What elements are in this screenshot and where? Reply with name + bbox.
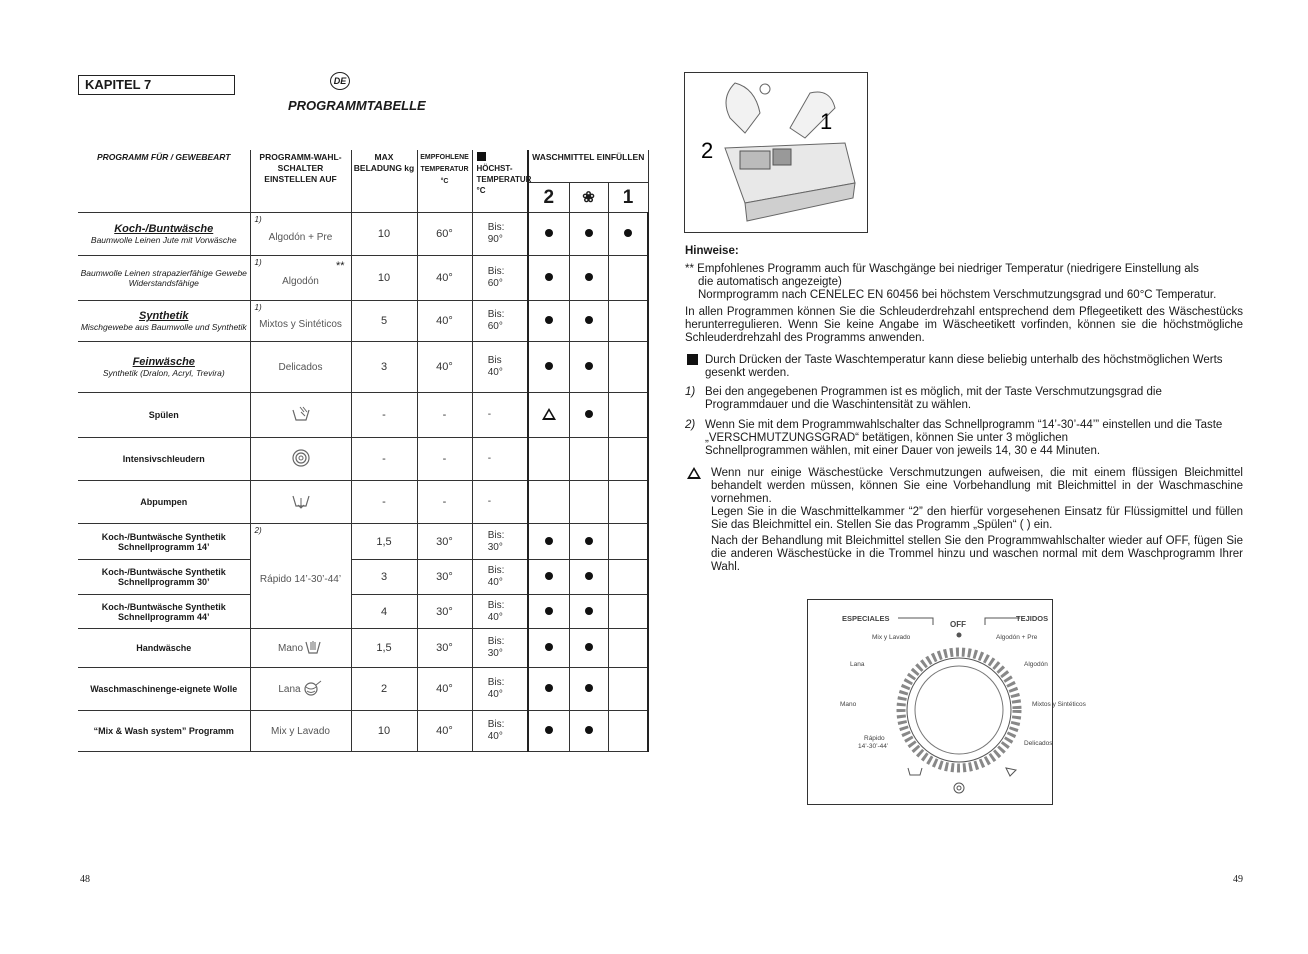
compartment-softener-cell xyxy=(569,342,608,393)
temp-cell: - xyxy=(417,393,472,438)
temp-cell: 40° xyxy=(417,256,472,301)
program-name: Feinwäsche xyxy=(132,356,195,368)
compartment-2: 2 xyxy=(528,183,569,213)
max-temp-cell: Bis: 40° xyxy=(472,560,528,595)
handwash-icon xyxy=(303,637,323,659)
program-cell xyxy=(78,668,250,711)
compartment-2-cell xyxy=(528,393,569,438)
footnote-mark: 1) xyxy=(254,215,262,224)
note-quick-program: 2) Wenn Sie mit dem Programmwahlschalter das Schnellprogramm “14’-30’-44’” einstellen und die Taste „VERSCHMUTZUNGSGRAD“ betätigen, können Sie unter 3 möglichen Schnellprogrammen wählen, mit einer Dauer von jeweils 14, 30 e 44 Minuten. xyxy=(685,419,1223,457)
load-cell: - xyxy=(351,481,417,524)
compartment-2-cell xyxy=(528,213,569,256)
table-row xyxy=(78,301,648,342)
table-row xyxy=(78,393,648,438)
compartment-2-cell xyxy=(528,256,569,301)
compartment-1-cell xyxy=(608,668,648,711)
compartment-softener-dot xyxy=(585,316,593,324)
compartment-2-dot xyxy=(545,537,553,545)
page-number-right: 49 xyxy=(1233,874,1243,885)
program-selector xyxy=(251,256,351,300)
load-cell: 4 xyxy=(351,595,417,629)
note-footnote-stars: ** Empfohlenes Programm auch für Waschgänge bei niedriger Temperatur (niedrigere Einstellung als die automatisch angezeigte) Normprogramm nach CENELEC EN 60456 bei höchstem Verschmutzungsgrad und 60°C Temperatur. xyxy=(685,263,1217,301)
dial-algodon-label: Algodón xyxy=(1024,661,1048,668)
selector-setting: Algodón xyxy=(282,275,319,287)
program-name: Koch-/Buntwäsche Synthetik Schnellprogramm 14’ xyxy=(101,531,226,552)
max-temp-cell: Bis: 30° xyxy=(472,524,528,560)
table-row xyxy=(78,213,648,256)
compartment-1-cell xyxy=(608,524,648,560)
compartment-softener-cell xyxy=(569,256,608,301)
compartment-2-dot xyxy=(545,726,553,734)
program-selector xyxy=(251,481,351,523)
compartment-1-cell xyxy=(608,342,648,393)
program-name: Koch-/Buntwäsche Synthetik Schnellprogramm 44’ xyxy=(101,601,226,622)
compartment-softener-dot xyxy=(585,410,593,418)
compartment-1-cell xyxy=(608,256,648,301)
program-name: Waschmaschinenge-eignete Wolle xyxy=(90,684,238,694)
header-selector: PROGRAMM-WAHL-SCHALTER EINSTELLEN AUF xyxy=(250,150,351,213)
dial-especiales-label: ESPECIALES xyxy=(842,614,890,623)
program-name: “Mix & Wash system” Programm xyxy=(93,726,234,736)
program-name: Handwäsche xyxy=(136,643,192,653)
spin-icon xyxy=(291,448,311,470)
table-row xyxy=(78,595,648,629)
temp-cell: 30° xyxy=(417,524,472,560)
notes-heading: Hinweise: xyxy=(685,245,739,257)
selector-setting: Mano xyxy=(277,642,303,654)
program-cell xyxy=(78,711,250,752)
compartment-2-dot xyxy=(545,572,553,580)
load-cell: - xyxy=(351,393,417,438)
compartment-1-cell xyxy=(608,393,648,438)
dial-lana-label: Lana xyxy=(850,661,865,668)
max-temp-cell: Bis: 40° xyxy=(472,668,528,711)
compartment-1-dot xyxy=(624,229,632,237)
temp-cell: - xyxy=(417,481,472,524)
load-cell: 1,5 xyxy=(351,629,417,668)
max-temp-cell: Bis: 40° xyxy=(472,711,528,752)
compartment-2-dot xyxy=(545,684,553,692)
program-dial-figure xyxy=(807,599,1086,805)
selector-setting: Mix y Lavado xyxy=(271,725,330,737)
temp-cell: 30° xyxy=(417,560,472,595)
program-fabric: Synthetik (Dralon, Acryl, Trevira) xyxy=(102,368,225,378)
compartment-1-cell xyxy=(608,301,648,342)
selector-setting: Rápido 14’-30’-44’ xyxy=(259,573,342,585)
compartment-softener-dot xyxy=(585,229,593,237)
compartment-2-cell xyxy=(528,668,569,711)
max-temp-cell: Bis: 40° xyxy=(472,595,528,629)
table-row xyxy=(78,481,648,524)
compartment-softener-dot xyxy=(585,607,593,615)
program-cell xyxy=(78,595,250,629)
temp-cell: 30° xyxy=(417,595,472,629)
page-title: PROGRAMMTABELLE xyxy=(288,98,426,113)
warning-triangle-icon xyxy=(687,467,701,479)
selector-setting: Algodón + Pre xyxy=(268,231,333,243)
program-cell xyxy=(78,256,250,301)
load-cell: 10 xyxy=(351,711,417,752)
compartment-softener-dot xyxy=(585,643,593,651)
wool-icon xyxy=(301,678,323,700)
selector-cell xyxy=(250,301,351,342)
compartment-softener-cell xyxy=(569,595,608,629)
compartment-softener-cell xyxy=(569,629,608,668)
program-selector xyxy=(251,393,351,437)
compartment-2-cell xyxy=(528,629,569,668)
recommended-mark: ** xyxy=(335,260,345,272)
compartment-2-cell xyxy=(528,711,569,752)
selector-cell xyxy=(250,213,351,256)
program-selector xyxy=(251,711,351,751)
dial-algodon-pre-label: Algodón + Pre xyxy=(996,634,1038,641)
program-selector xyxy=(251,524,351,628)
compartment-2-cell xyxy=(528,301,569,342)
figure-label-1: 1 xyxy=(820,109,833,134)
program-cell xyxy=(78,481,250,524)
program-cell xyxy=(78,560,250,595)
compartment-2-dot xyxy=(545,316,553,324)
program-name: Spülen xyxy=(148,410,179,420)
table-row xyxy=(78,256,648,301)
compartment-softener-dot xyxy=(585,572,593,580)
compartment-softener-cell xyxy=(569,301,608,342)
program-cell xyxy=(78,393,250,438)
max-temp-cell: - xyxy=(472,438,528,481)
load-cell: 10 xyxy=(351,256,417,301)
language-badge: DE xyxy=(330,72,350,90)
max-temp-cell: Bis: 60° xyxy=(472,301,528,342)
dial-tejidos-label: TEJIDOS xyxy=(1016,614,1049,623)
table-row xyxy=(78,524,648,560)
footnote-mark: 1) xyxy=(254,303,262,312)
temp-cell: - xyxy=(417,438,472,481)
selector-cell xyxy=(250,668,351,711)
temperature-square-icon xyxy=(477,152,486,161)
compartment-2-dot xyxy=(545,643,553,651)
program-selector xyxy=(251,213,351,255)
rinse-icon xyxy=(1006,768,1016,776)
note-spin-speed: In allen Programmen können Sie die Schleuderdrehzahl entsprechend dem Pflegeetikett des Wäschestücks herunterregulieren. Wenn Sie keine Angabe im Wäscheetikett vorfinden, können sie die höchstmögliche Schleuderdrehzahl des Programms anwenden. xyxy=(685,306,1243,344)
compartment-softener-cell xyxy=(569,213,608,256)
footnote-mark: 1) xyxy=(254,258,262,267)
program-name: Abpumpen xyxy=(140,497,188,507)
max-temp-cell: Bis: 30° xyxy=(472,629,528,668)
flower-icon: ❀ xyxy=(582,189,595,206)
compartment-1-cell xyxy=(608,213,648,256)
program-cell xyxy=(78,524,250,560)
compartment-softener-cell xyxy=(569,711,608,752)
table-row xyxy=(78,438,648,481)
load-cell: 5 xyxy=(351,301,417,342)
program-cell xyxy=(78,213,250,256)
program-selector xyxy=(251,301,351,341)
load-cell: - xyxy=(351,438,417,481)
header-program: PROGRAMM FÜR / GEWEBEART xyxy=(78,150,250,213)
selector-cell xyxy=(250,342,351,393)
load-cell: 1,5 xyxy=(351,524,417,560)
selector-cell xyxy=(250,711,351,752)
dial-mixtos-label: Mixtos y Sintéticos xyxy=(1032,701,1086,708)
note-bleach: Wenn nur einige Wäschestücke Verschmutzungen aufweisen, die mit einem flüssigen Bleichmittel behandelt werden müssen, können Sie eine Vorbehandlung mit Bleichmittel in der Waschmaschine vornehmen. Legen Sie in die Waschmittelkammer “2” den hierfür vorgesehenen Einsatz für Flüssigmittel und füllen Sie das Bleichmittel ein. Stellen Sie das Programm „Spülen“ ( ) ein. Nach der Behandlung mit Bleichmittel stellen Sie den Programmwahlschalter wieder auf OFF, fügen Sie die anderen Wäschestücke in die Trommel hinzu und waschen normal mit dem Waschprogramm Ihrer Wahl. xyxy=(685,467,1243,574)
header-detergent: WASCHMITTEL EINFÜLLEN xyxy=(528,150,648,183)
max-temp-cell: - xyxy=(472,393,528,438)
rinse-icon xyxy=(290,404,312,426)
chapter-label: KAPITEL 7 xyxy=(78,75,235,95)
figure-label-2: 2 xyxy=(701,138,714,163)
compartment-softener-cell xyxy=(569,524,608,560)
dial-delicados-label: Delicados xyxy=(1024,740,1053,747)
selector-cell xyxy=(250,393,351,438)
max-temp-cell: Bis 40° xyxy=(472,342,528,393)
compartment-1: 1 xyxy=(608,183,648,213)
program-name: Synthetik xyxy=(138,310,189,322)
program-fabric: Baumwolle Leinen Jute mit Vorwäsche xyxy=(90,235,237,245)
max-temp-cell: Bis: 90° xyxy=(472,213,528,256)
selector-setting: Delicados xyxy=(278,361,323,373)
header-max-temp: HÖCHST-TEMPERATUR °C xyxy=(472,150,528,213)
drain-icon xyxy=(908,768,922,775)
selector-setting: Mixtos y Sintéticos xyxy=(259,318,342,330)
program-dial xyxy=(808,600,1086,804)
compartment-1-cell xyxy=(608,595,648,629)
compartment-1-cell xyxy=(608,711,648,752)
compartment-2-cell xyxy=(528,438,569,481)
compartment-softener-cell xyxy=(569,668,608,711)
temperature-square-icon xyxy=(687,354,698,365)
max-temp-cell: Bis: 60° xyxy=(472,256,528,301)
max-temp-cell: - xyxy=(472,481,528,524)
compartment-2-dot xyxy=(545,273,553,281)
dial-rapido-label: Rápido xyxy=(864,735,885,742)
selector-cell xyxy=(250,256,351,301)
compartment-softener-dot xyxy=(585,537,593,545)
compartment-2-cell xyxy=(528,524,569,560)
load-cell: 10 xyxy=(351,213,417,256)
program-name: Koch-/Buntwäsche xyxy=(114,223,214,235)
compartment-softener-dot xyxy=(585,726,593,734)
dial-rapido-times: 14’-30’-44’ xyxy=(858,743,889,750)
table-row xyxy=(78,711,648,752)
compartment-softener-cell xyxy=(569,481,608,524)
compartment-2-dot xyxy=(545,362,553,370)
program-selector xyxy=(251,342,351,392)
detergent-drawer-figure xyxy=(684,72,868,233)
program-selector xyxy=(251,668,351,710)
compartment-1-cell xyxy=(608,560,648,595)
compartment-softener-cell xyxy=(569,393,608,438)
note-temperature: Durch Drücken der Taste Waschtemperatur kann diese beliebig unterhalb des höchstmöglichen Werts gesenkt werden. xyxy=(685,354,1243,380)
note-soil-level: 1) Bei den angegebenen Programmen ist es möglich, mit der Taste Verschmutzungsgrad die Programmdauer und die Waschintensität zu wählen. xyxy=(685,386,1162,411)
table-row xyxy=(78,668,648,711)
header-max-load: MAX BELADUNG kg xyxy=(351,150,417,213)
temp-cell: 30° xyxy=(417,629,472,668)
header-recommended-temp: EMPFOHLENE TEMPERATUR °C xyxy=(417,150,472,213)
program-table xyxy=(78,150,649,752)
table-row xyxy=(78,629,648,668)
program-cell xyxy=(78,438,250,481)
compartment-softener-cell xyxy=(569,438,608,481)
program-cell xyxy=(78,342,250,393)
program-selector xyxy=(251,438,351,480)
compartment-2-warning-triangle-icon xyxy=(542,408,556,420)
temp-cell: 60° xyxy=(417,213,472,256)
temp-cell: 40° xyxy=(417,711,472,752)
detergent-drawer-illustration xyxy=(685,73,867,232)
drain-icon xyxy=(290,491,312,513)
selector-cell xyxy=(250,438,351,481)
page-number-left: 48 xyxy=(80,874,90,885)
footnote-mark: 2) xyxy=(254,526,262,535)
compartment-2-cell xyxy=(528,342,569,393)
program-name: Koch-/Buntwäsche Synthetik Schnellprogramm 30’ xyxy=(101,567,226,587)
selector-setting: Lana xyxy=(278,683,301,695)
table-row xyxy=(78,560,648,595)
compartment-2-dot xyxy=(545,229,553,237)
program-cell xyxy=(78,301,250,342)
dial-mano-label: Mano xyxy=(840,701,857,708)
load-cell: 2 xyxy=(351,668,417,711)
temp-cell: 40° xyxy=(417,301,472,342)
program-cell xyxy=(78,629,250,668)
compartment-softener-cell xyxy=(569,560,608,595)
selector-cell xyxy=(250,524,351,629)
program-fabric: Mischgewebe aus Baumwolle und Synthetik xyxy=(80,322,247,332)
temp-cell: 40° xyxy=(417,668,472,711)
compartment-softener-dot xyxy=(585,684,593,692)
compartment-2-dot xyxy=(545,607,553,615)
program-selector xyxy=(251,629,351,667)
selector-cell xyxy=(250,481,351,524)
table-row xyxy=(78,342,648,393)
compartment-1-cell xyxy=(608,438,648,481)
compartment-1-cell xyxy=(608,629,648,668)
temp-cell: 40° xyxy=(417,342,472,393)
compartment-softener xyxy=(569,183,608,213)
dial-off-label: OFF xyxy=(950,620,966,629)
compartment-softener-dot xyxy=(585,362,593,370)
program-fabric: Baumwolle Leinen strapazierfähige Gewebe Widerstandsfähige xyxy=(80,268,247,288)
program-name: Intensivschleudern xyxy=(122,454,205,464)
compartment-1-cell xyxy=(608,481,648,524)
dial-mix-label: Mix y Lavado xyxy=(872,634,911,641)
compartment-2-cell xyxy=(528,595,569,629)
compartment-2-cell xyxy=(528,481,569,524)
load-cell: 3 xyxy=(351,560,417,595)
compartment-softener-dot xyxy=(585,273,593,281)
compartment-2-cell xyxy=(528,560,569,595)
load-cell: 3 xyxy=(351,342,417,393)
selector-cell xyxy=(250,629,351,668)
